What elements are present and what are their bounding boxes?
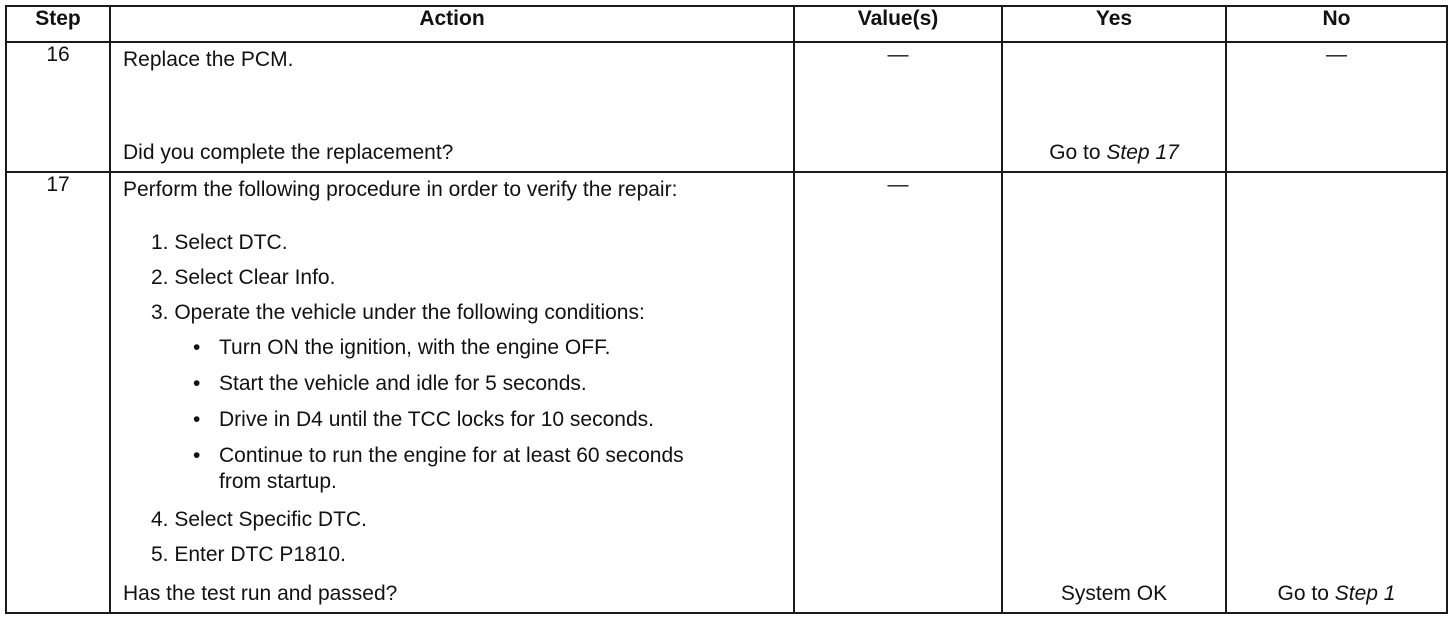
condition-bullet — [193, 443, 684, 469]
value-dash: — — [887, 173, 909, 196]
yes-cell — [1002, 42, 1226, 172]
no-cell — [1226, 42, 1447, 172]
bullet-dot-icon: • — [193, 444, 201, 467]
condition-text: Turn ON the ignition, with the engine OFF. — [219, 336, 611, 359]
procedure-item: 4. Select Specific DTC. — [151, 508, 367, 531]
step-number: 16 — [6, 42, 110, 172]
condition-bullet — [193, 371, 587, 397]
procedure-item: 1. Select DTC. — [151, 231, 288, 254]
bullet-dot-icon: • — [193, 408, 201, 431]
value-cell — [794, 42, 1002, 172]
bullet-dot-icon: • — [193, 336, 201, 359]
condition-continuation — [193, 469, 337, 495]
condition-bullet — [193, 407, 654, 433]
value-dash: — — [887, 43, 909, 66]
header-no: No — [1226, 6, 1447, 42]
condition-text: Continue to run the engine for at least 60 seconds — [219, 444, 684, 467]
no-goto — [1227, 582, 1446, 606]
header-yes: Yes — [1002, 6, 1226, 42]
header-row — [6, 6, 1447, 42]
yes-cell — [1002, 172, 1226, 613]
yes-goto-step: Step 17 — [1106, 141, 1179, 164]
yes-result: System OK — [1060, 582, 1168, 605]
yes-goto — [1003, 141, 1225, 165]
condition-text: Start the vehicle and idle for 5 seconds. — [219, 372, 587, 395]
header-step: Step — [6, 6, 110, 42]
table-row-step-17 — [6, 172, 1447, 613]
bullet-dot-icon: • — [193, 372, 201, 395]
no-dash: — — [1326, 43, 1347, 66]
header-action: Action — [110, 6, 794, 42]
action-intro: Perform the following procedure in order to verify the repair: — [123, 178, 678, 201]
condition-text: Drive in D4 until the TCC locks for 10 seconds. — [219, 408, 654, 431]
yes-goto-prefix: Go to — [1049, 141, 1101, 164]
action-question: Has the test run and passed? — [123, 582, 398, 605]
action-cell — [110, 42, 794, 172]
no-goto-step: Step 1 — [1334, 582, 1396, 605]
value-cell — [794, 172, 1002, 613]
procedure-item: 3. Operate the vehicle under the following conditions: — [151, 301, 645, 324]
condition-text: from startup. — [219, 470, 337, 493]
action-instruction: Replace the PCM. — [123, 48, 294, 71]
diagnostic-table — [5, 5, 1448, 614]
action-question: Did you complete the replacement? — [123, 141, 454, 164]
table-row-step-16 — [6, 42, 1447, 172]
condition-bullet — [193, 335, 610, 361]
header-values: Value(s) — [794, 6, 1002, 42]
no-cell — [1226, 172, 1447, 613]
procedure-item: 2. Select Clear Info. — [151, 266, 336, 289]
action-cell — [110, 172, 794, 613]
no-goto-prefix: Go to — [1277, 582, 1329, 605]
procedure-item: 5. Enter DTC P1810. — [151, 543, 346, 566]
step-number: 17 — [6, 172, 110, 613]
